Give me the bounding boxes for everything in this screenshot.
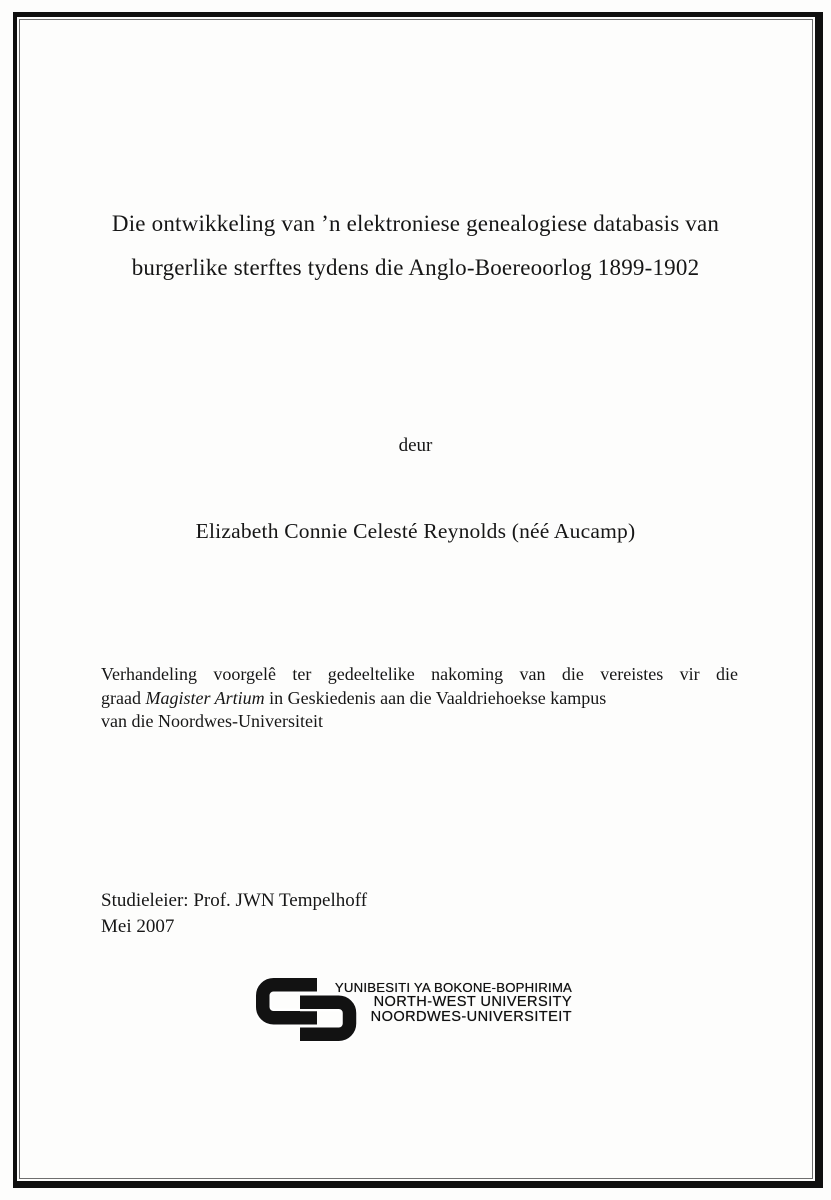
degree-statement-line-1: Verhandeling voorgelê ter gedeeltelike nakoming van die vereistes vir die xyxy=(101,664,738,684)
degree-statement-line2-post: in Geskiedenis aan die Vaaldriehoekse kampus xyxy=(264,687,607,708)
degree-statement-line2-pre: graad xyxy=(101,687,146,708)
degree-statement-line-3: van die Noordwes-Universiteit xyxy=(101,711,323,731)
byline-label: deur xyxy=(398,435,433,456)
degree-statement xyxy=(101,663,738,734)
degree-statement-line-2 xyxy=(101,687,738,711)
date-line: Mei 2007 xyxy=(101,916,175,937)
logo-line-afrikaans: NOORDWES-UNIVERSITEIT xyxy=(370,1009,572,1025)
author-name: Elizabeth Connie Celesté Reynolds (néé Aucamp) xyxy=(195,519,636,543)
supervisor-block xyxy=(101,888,367,940)
supervisor-line: Studieleier: Prof. JWN Tempelhoff xyxy=(101,890,368,911)
university-logo-wordmark xyxy=(317,980,572,1025)
degree-title-italic: Magister Artium xyxy=(145,687,265,708)
thesis-title-line-2: burgerlike sterftes tydens die Anglo-Boereoorlog 1899-1902 xyxy=(131,255,700,280)
logo-line-english: NORTH-WEST UNIVERSITY xyxy=(373,994,572,1010)
university-logo xyxy=(256,976,586,1048)
thesis-title xyxy=(55,202,776,290)
thesis-title-line-1: Die ontwikkeling van ’n elektroniese genealogiese databasis van xyxy=(111,211,720,236)
logo-line-setswana: YUNIBESITI YA BOKONE-BOPHIRIMA xyxy=(334,980,572,995)
